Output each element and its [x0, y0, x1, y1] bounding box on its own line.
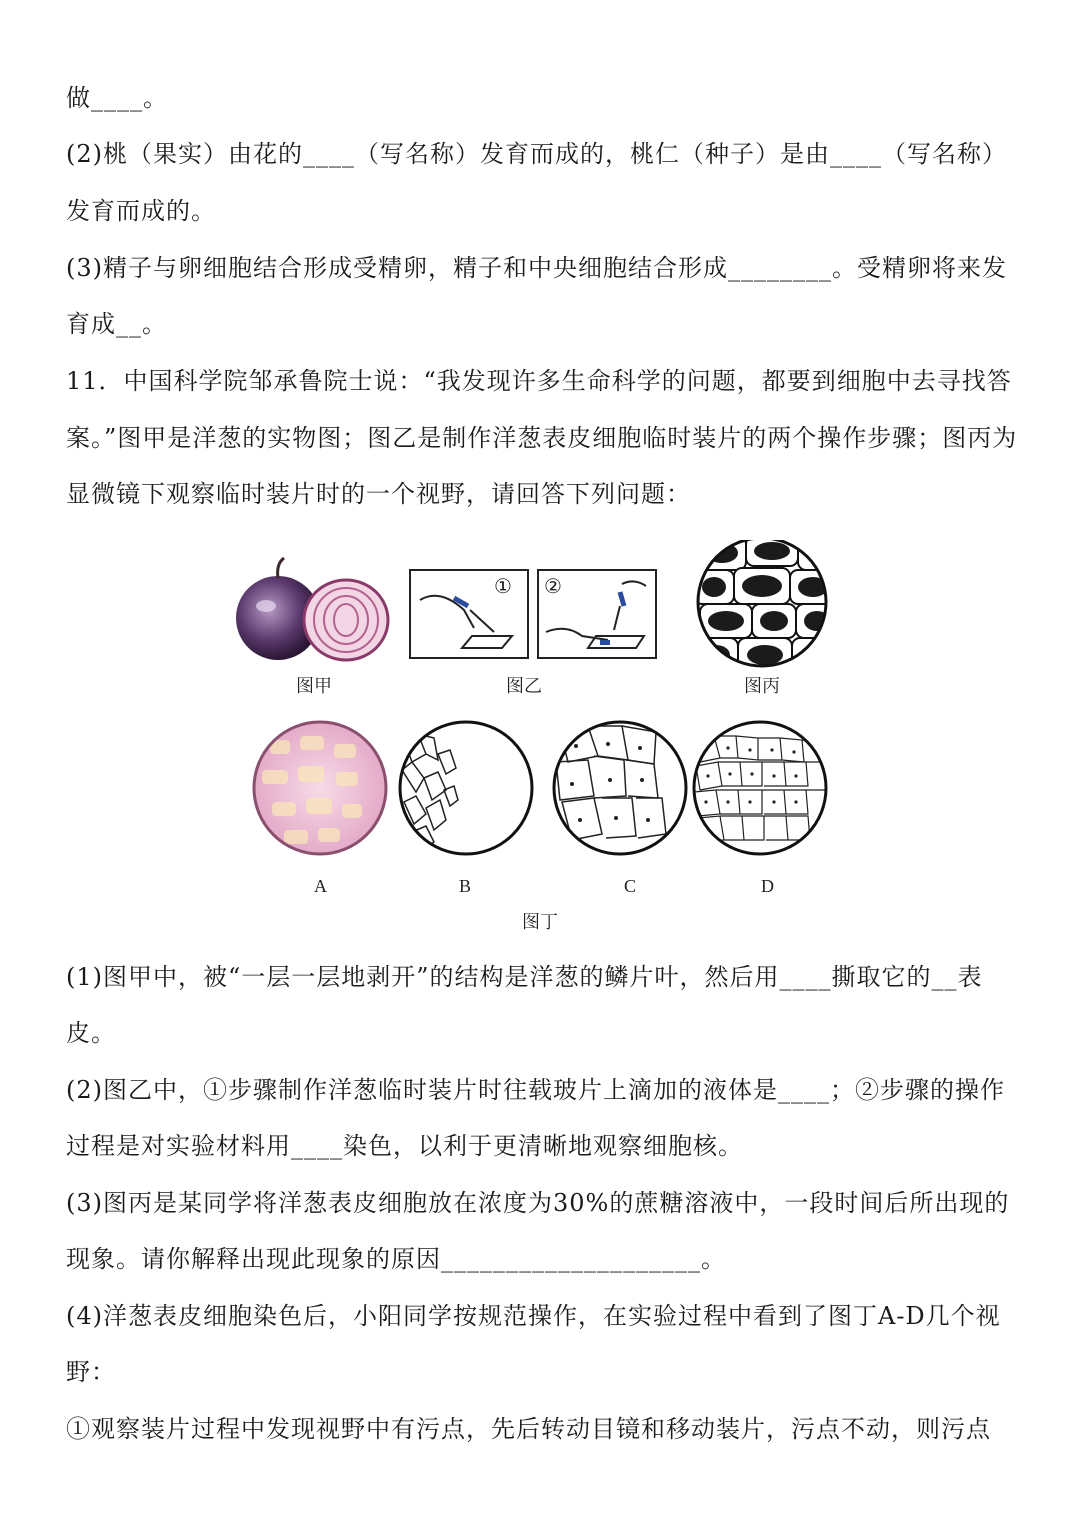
onion-cut-image [304, 580, 388, 660]
sub-question-1-line-2: 皮。 [66, 1019, 116, 1047]
sub-question-4-item-1: ①观察装片过程中发现视野中有污点，先后转动目镜和移动装片，污点不动，则污点 [66, 1415, 991, 1443]
figure-graphics [0, 540, 1080, 940]
sub-question-2-line-1: (2)图乙中，①步骤制作洋葱临时装片时往载玻片上滴加的液体是____；②步骤的操作 [66, 1076, 1005, 1104]
caption-yi: 图乙 [506, 676, 542, 697]
label-a: A [314, 876, 327, 896]
figure-panel [0, 540, 1080, 940]
sub-question-3-line-2: 现象。请你解释出现此现象的原因____________________。 [66, 1245, 726, 1273]
step-2-marker: ② [544, 574, 562, 598]
caption-jia: 图甲 [296, 676, 332, 697]
label-d: D [761, 876, 774, 896]
view-c [554, 722, 686, 854]
caption-bing: 图丙 [744, 676, 780, 697]
question-11-line-1: 11．中国科学院邹承鲁院士说：“我发现许多生命科学的问题，都要到细胞中去寻找答 [66, 367, 1012, 395]
question-11-line-3: 显微镜下观察临时装片时的一个视野，请回答下列问题： [66, 480, 691, 508]
view-a [254, 722, 386, 854]
view-b [400, 722, 532, 854]
sub-question-2-line-2: 过程是对实验材料用____染色，以利于更清晰地观察细胞核。 [66, 1132, 743, 1160]
label-c: C [624, 876, 637, 896]
step-1-marker: ① [494, 574, 512, 598]
view-d [694, 722, 826, 854]
text-line-3: 发育而成的。 [66, 197, 216, 225]
text-line-1: 做____。 [66, 84, 168, 112]
caption-ding: 图丁 [522, 912, 558, 933]
label-b: B [459, 876, 472, 896]
sub-question-1-line-1: (1)图甲中，被“一层一层地剥开”的结构是洋葱的鳞片叶，然后用____撕取它的__表 [66, 963, 983, 991]
text-line-5: 育成__。 [66, 310, 167, 338]
question-11-line-2: 案。”图甲是洋葱的实物图；图乙是制作洋葱表皮细胞临时装片的两个操作步骤；图丙为 [66, 424, 1018, 452]
sub-question-3-line-1: (3)图丙是某同学将洋葱表皮细胞放在浓度为30%的蔗糖溶液中，一段时间后所出现的 [66, 1189, 1010, 1217]
text-line-4: (3)精子与卵细胞结合形成受精卵，精子和中央细胞结合形成________。受精卵将来发 [66, 254, 1007, 282]
text-line-2: (2)桃（果实）由花的____（写名称）发育而成的，桃仁（种子）是由____（写名称） [66, 140, 1007, 168]
sub-question-4-line-2: 野： [66, 1358, 116, 1386]
sub-question-4-line-1: (4)洋葱表皮细胞染色后，小阳同学按规范操作，在实验过程中看到了图丁A-D几个视 [66, 1302, 1001, 1330]
